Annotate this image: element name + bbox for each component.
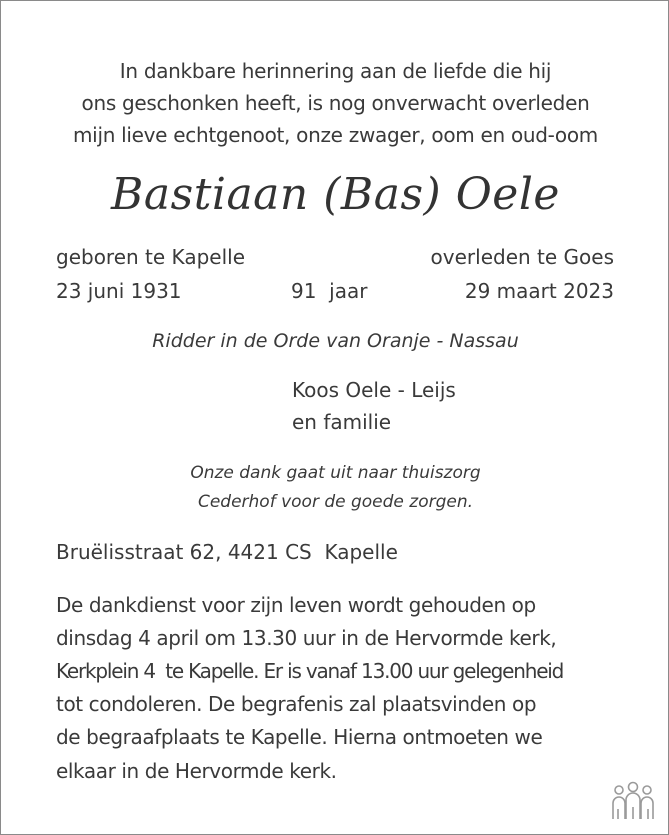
service-line-2: dinsdag 4 april om 13.30 uur in de Hervormde kerk,	[56, 626, 557, 650]
service-line-3: Kerkplein 4 te Kapelle. Er is vanaf 13.00 uur gelegenheid	[56, 659, 564, 683]
service-line-1: De dankdienst voor zijn leven wordt gehouden op	[56, 593, 536, 617]
service-line-6: elkaar in de Hervormde kerk.	[56, 759, 337, 783]
honor-line: Ridder in de Orde van Oranje - Nassau	[152, 330, 519, 352]
intro-line-2: ons geschonken heeft, is nog onverwacht overleden	[81, 91, 590, 115]
address: Bruëlisstraat 62, 4421 CS Kapelle	[56, 540, 398, 564]
died-date: 29 maart 2023	[464, 279, 614, 303]
family-line-2: en familie	[292, 410, 392, 434]
thanks-line-1: Onze dank gaat uit naar thuiszorg	[190, 463, 481, 483]
people-group-icon	[609, 781, 657, 823]
family-line-1: Koos Oele - Leijs	[292, 378, 456, 402]
intro-line-1: In dankbare herinnering aan de liefde die hij	[119, 59, 552, 83]
thanks-line-2: Cederhof voor de goede zorgen.	[197, 492, 474, 512]
age: 91 jaar	[291, 279, 368, 303]
born-place: geboren te Kapelle	[56, 245, 245, 269]
born-date: 23 juni 1931	[56, 279, 182, 303]
service-line-5: de begraafplaats te Kapelle. Hierna ontmoeten we	[56, 725, 543, 749]
intro-line-3: mijn lieve echtgenoot, onze zwager, oom en oud-oom	[73, 123, 598, 147]
died-place: overleden te Goes	[430, 245, 614, 269]
service-line-4: tot condoleren. De begrafenis zal plaatsvinden op	[56, 692, 537, 716]
deceased-name: Bastiaan (Bas) Oele	[111, 169, 560, 220]
